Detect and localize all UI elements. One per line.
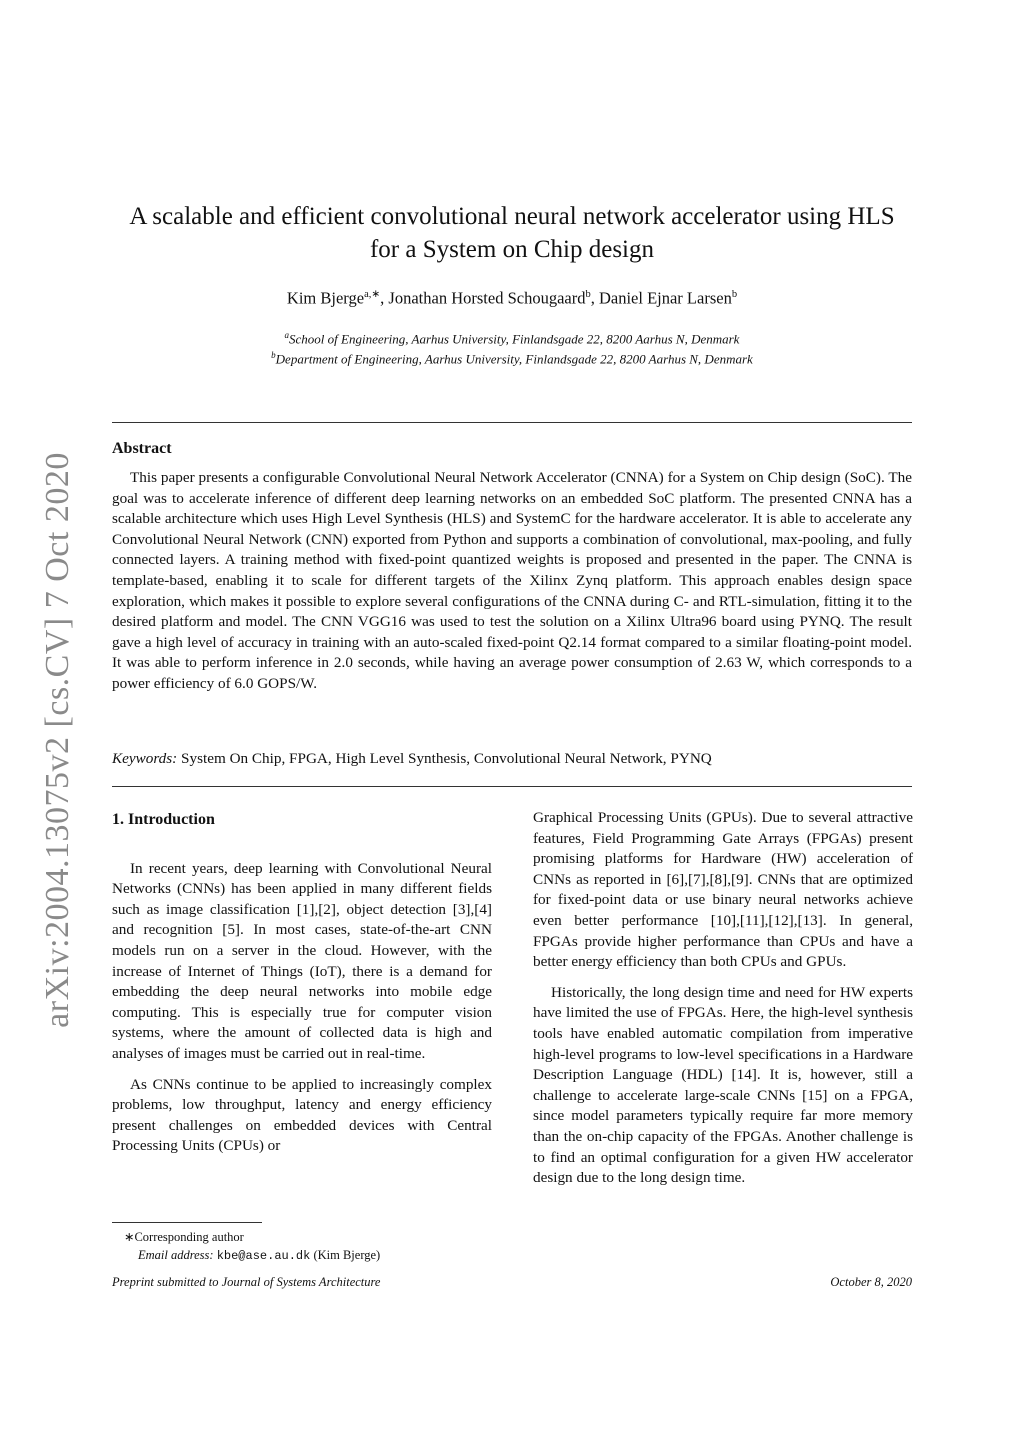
intro-paragraph-1: In recent years, deep learning with Convolutional Neural Networks (CNNs) has been applied in many different fields such as image classification [1],[2], object detection [3],[4] and recognition [5]. In most cases, state-of-the-art CNN models run on a server in the cloud. However, with the increase of Internet of Things (IoT), there is a demand for embedding the deep neural networks into mobile edge computing. This is especially true for computer vision systems, where the amount of collected data is high and analyses of images must be carried out in real-time. [112, 859, 492, 1062]
title-line-2: for a System on Chip design [369, 236, 654, 263]
footer-preprint-note: Preprint submitted to Journal of Systems Architecture [112, 1275, 381, 1289]
abstract-text: This paper presents a configurable Convolutional Neural Network Accelerator (CNNA) for a System on Chip design (SoC). The goal was to accelerate inference of different deep learning networks on an embedded SoC platform. The presented CNNA has a scalable architecture which uses High Level Synthesis (HLS) and SystemC for the hardware accelerator. It is able to accelerate any Convolutional Neural Network (CNN) exported from Python and supports a combination of convolutional, max-pooling, and fully connected layers. A training method with fixed-point quantized weights is proposed and presented in the paper. The CNNA is template-based, enabling it to scale for different targets of the Xilinx Zynq platform. This approach enables design space exploration, which makes it possible to explore several configurations of the CNNA during C- and RTL-simulation, fitting it to the desired platform and model. The CNN VGG16 was used to test the solution on a Xilinx Ultra96 board using PYNQ. The result gave a high level of accuracy in training with an auto-scaled fixed-point Q2.14 format compared to a similar floating-point model. It was able to perform inference in 2.0 seconds, while having an average power consumption of 2.63 W, which corresponds to a power efficiency of 6.0 GOPS/W. [112, 469, 912, 692]
email-label: Email address: [138, 1248, 214, 1262]
author-1: Kim Bjerge [286, 288, 365, 308]
footnote [112, 1228, 492, 1265]
email-link[interactable]: kbe@ase.au.dk [216, 1249, 311, 1263]
intro-paragraph-3: Graphical Processing Units (GPUs). Due to several attractive features, Field Programming Gate Arrays (FPGAs) present promising platforms for Hardware (HW) acceleration of CNNs as reported in [6],[7],[8],[9]. CNNs that are optimized for fixed-point data or use binary neural networks achieve even better performance [10],[11],[12],[13]. In general, FPGAs provide higher performance than CPUs and have a better energy efficiency than both CPUs and GPUs. [533, 809, 913, 971]
affiliation-a-text: School of Engineering, Aarhus University, Finlandsgade 22, 8200 Aarhus N, Denmark [289, 331, 740, 347]
abstract-top-rule [112, 422, 912, 423]
affiliation-b-sup: b [271, 350, 276, 361]
title-line-1: A scalable and efficient convolutional neural network accelerator using HLS [129, 203, 895, 230]
email-name: (Kim Bjerge) [313, 1248, 381, 1262]
footer-date: October 8, 2020 [830, 1275, 912, 1289]
affiliation-b-text: Department of Engineering, Aarhus University, Finlandsgade 22, 8200 Aarhus N, Denmark [275, 351, 753, 367]
keywords-text: System On Chip, FPGA, High Level Synthesis, Convolutional Neural Network, PYNQ [181, 750, 712, 767]
footnote-rule [112, 1222, 262, 1223]
right-column [533, 808, 913, 1189]
affiliation-a [112, 327, 912, 347]
footnote-email-line [112, 1246, 492, 1265]
affiliation-b [112, 347, 912, 367]
left-column [112, 810, 492, 1157]
author-list [112, 288, 912, 309]
paper-title [112, 200, 912, 266]
intro-paragraph-2: As CNNs continue to be applied to increasingly complex problems, low throughput, latency and energy efficiency present challenges on embedded devices with Central Processing Units (CPUs) or [112, 1075, 492, 1155]
author-3-sup: b [731, 289, 738, 300]
footnote-corresponding: ∗Corresponding author [124, 1230, 244, 1244]
abstract-bottom-rule [112, 786, 912, 787]
arxiv-stamp: arXiv:2004.13075v2 [cs.CV] 7 Oct 2020 [39, 452, 76, 1028]
keywords-label: Keywords: [112, 750, 178, 767]
intro-paragraph-4: Historically, the long design time and need for HW experts have limited the use of FPGAs. Here, the high-level synthesis tools have enabled automatic compilation from imperative high-level programs to low-level specifications in a Hardware Description Language (HDL) [14]. It is, however, still a challenge to accelerate large-scale CNNs [15] on a FPGA, since model parameters typically require far more memory than the on-chip capacity of the FPGAs. Another challenge is to find an optimal configuration for a given HW accelerator design due to the long design time. [533, 983, 913, 1187]
abstract-heading: Abstract [112, 440, 172, 457]
section-heading-introduction: 1. Introduction [112, 811, 215, 828]
author-1-sup: a,∗ [364, 289, 381, 300]
keywords [112, 750, 912, 768]
author-2-sup: b [585, 289, 591, 300]
affiliation-a-sup: a [284, 330, 290, 340]
author-3: , Daniel Ejnar Larsen [590, 288, 732, 308]
author-2: , Jonathan Horsted Schougaard [380, 288, 586, 308]
affiliations [112, 327, 912, 368]
